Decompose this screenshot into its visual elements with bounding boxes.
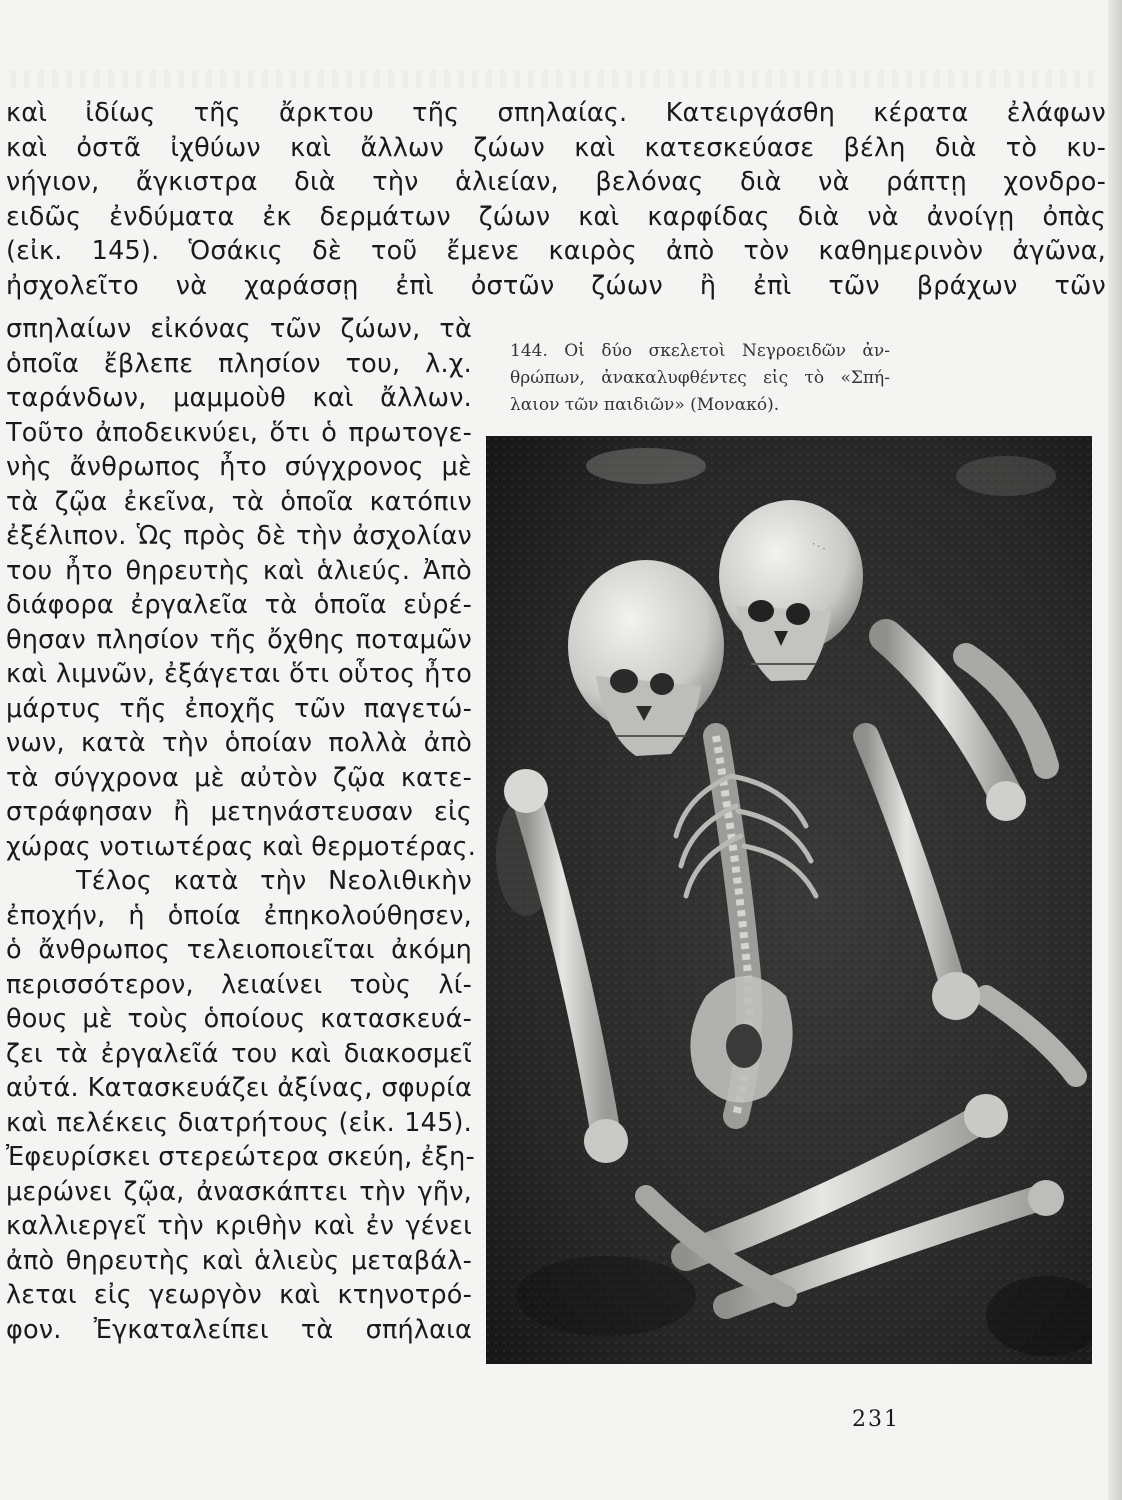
text-line: καὶ λιμνῶν, ἐξάγεται ὅτι οὗτος ἦτο bbox=[6, 659, 472, 689]
skeletons-photograph bbox=[486, 436, 1092, 1364]
text-line: φον. Ἐγκαταλείπει τὰ σπήλαια bbox=[6, 1314, 472, 1345]
paragraph-start-line: Τέλος κατὰ τὴν Νεολιθικὴν bbox=[76, 866, 472, 896]
figure-caption bbox=[510, 338, 890, 419]
text-line: (εἰκ. 145). Ὁσάκις δὲ τοῦ ἔμενε καιρὸς ἀπὸ τὸν καθημερινὸν ἀγῶνα, bbox=[6, 236, 1106, 266]
text-line: νων, κατὰ τὴν ὁποίαν πολλὰ ἀπὸ bbox=[6, 728, 472, 758]
text-line: ταράνδων, μαμμοὺθ καὶ ἄλλων. bbox=[6, 383, 472, 413]
text-line: καλλιεργεῖ τὴν κριθὴν καὶ ἐν γένει bbox=[6, 1211, 472, 1241]
text-line: περισσότερον, λειαίνει τοὺς λί- bbox=[6, 969, 472, 1000]
text-line: ειδῶς ἐνδύματα ἐκ δερμάτων ζώων καὶ καρφίδας διὰ νὰ ἀνοίγῃ ὀπὰς bbox=[6, 201, 1106, 232]
text-line: ὁποῖα ἔβλεπε πλησίον του, λ.χ. bbox=[6, 348, 472, 379]
text-line: καὶ ὀστᾶ ἰχθύων καὶ ἄλλων ζώων καὶ κατεσκεύασε βέλη διὰ τὸ κυ- bbox=[6, 132, 1106, 163]
text-line: καὶ πελέκεις διατρήτους (εἰκ. 145). bbox=[6, 1107, 472, 1138]
page-edge-shadow bbox=[1108, 0, 1122, 1500]
text-line: νήγιον, ἄγκιστρα διὰ τὴν ἁλιείαν, βελόνας διὰ νὰ ράπτῃ χονδρο- bbox=[6, 167, 1106, 197]
text-line: Ἐφευρίσκει στερεώτερα σκεύη, ἐξη- bbox=[6, 1142, 475, 1172]
text-line: λεται εἰς γεωργὸν καὶ κτηνοτρό- bbox=[6, 1280, 472, 1310]
caption-line: 144. Οἱ δύο σκελετοὶ Νεγροειδῶν ἀν- bbox=[510, 341, 890, 361]
text-line: ἀπὸ θηρευτὴς καὶ ἁλιεὺς μεταβάλ- bbox=[6, 1245, 472, 1276]
show-through-text bbox=[10, 70, 1100, 88]
text-line: χώρας νοτιωτέρας καὶ θερμοτέρας. bbox=[6, 831, 477, 862]
text-line: σπηλαίων εἰκόνας τῶν ζώων, τὰ bbox=[6, 314, 472, 344]
caption-line: θρώπων, ἀνακαλυφθέντες εἰς τὸ «Σπή- bbox=[510, 368, 890, 388]
text-line: μάρτυς τῆς ἐποχῆς τῶν παγετώ- bbox=[6, 693, 472, 724]
text-line: μερώνει ζῷα, ἀνασκάπτει τὴν γῆν, bbox=[6, 1176, 472, 1207]
text-line: στράφησαν ἢ μετηνάστευσαν εἰς bbox=[6, 797, 472, 827]
text-line: καὶ ἰδίως τῆς ἄρκτου τῆς σπηλαίας. Κατειργάσθη κέρατα ἐλάφων bbox=[6, 98, 1106, 128]
text-line: ἐξέλιπον. Ὡς πρὸς δὲ τὴν ἀσχολίαν bbox=[6, 521, 472, 551]
left-column-text bbox=[6, 312, 477, 1347]
text-line: ὁ ἄνθρωπος τελειοποιεῖται ἀκόμη bbox=[6, 935, 472, 965]
text-line: του ἦτο θηρευτὴς καὶ ἁλιεύς. Ἀπὸ bbox=[6, 555, 472, 586]
text-line: τὰ ζῷα ἐκεῖνα, τὰ ὁποῖα κατόπιν bbox=[6, 486, 472, 517]
text-line: Τοῦτο ἀποδεικνύει, ὅτι ὁ πρωτογε- bbox=[6, 417, 472, 448]
text-line: διάφορα ἐργαλεῖα τὰ ὁποῖα εὑρέ- bbox=[6, 590, 472, 620]
text-line: νὴς ἄνθρωπος ἦτο σύγχρονος μὲ bbox=[6, 452, 472, 482]
text-line: θησαν πλησίον τῆς ὄχθης ποταμῶν bbox=[6, 624, 472, 655]
text-line: αὐτά. Κατασκευάζει ἀξίνας, σφυρία bbox=[6, 1073, 472, 1103]
text-line: ζει τὰ ἐργαλεῖά του καὶ διακοσμεῖ bbox=[6, 1038, 472, 1069]
text-line: θους μὲ τοὺς ὁποίους κατασκευά- bbox=[6, 1004, 472, 1034]
text-line: ἠσχολεῖτο νὰ χαράσσῃ ἐπὶ ὀστῶν ζώων ἢ ἐπὶ τῶν βράχων τῶν bbox=[6, 270, 1106, 301]
caption-line: λαιον τῶν παιδιῶν» (Μονακό). bbox=[510, 395, 780, 415]
page-number: 231 bbox=[852, 1407, 900, 1432]
full-width-paragraph bbox=[6, 96, 1106, 303]
text-line: ἐποχήν, ἡ ὁποία ἐπηκολούθησεν, bbox=[6, 900, 472, 931]
text-line: τὰ σύγχρονα μὲ αὐτὸν ζῷα κατε- bbox=[6, 762, 472, 793]
svg-text:· · ·: · · · bbox=[809, 539, 827, 555]
